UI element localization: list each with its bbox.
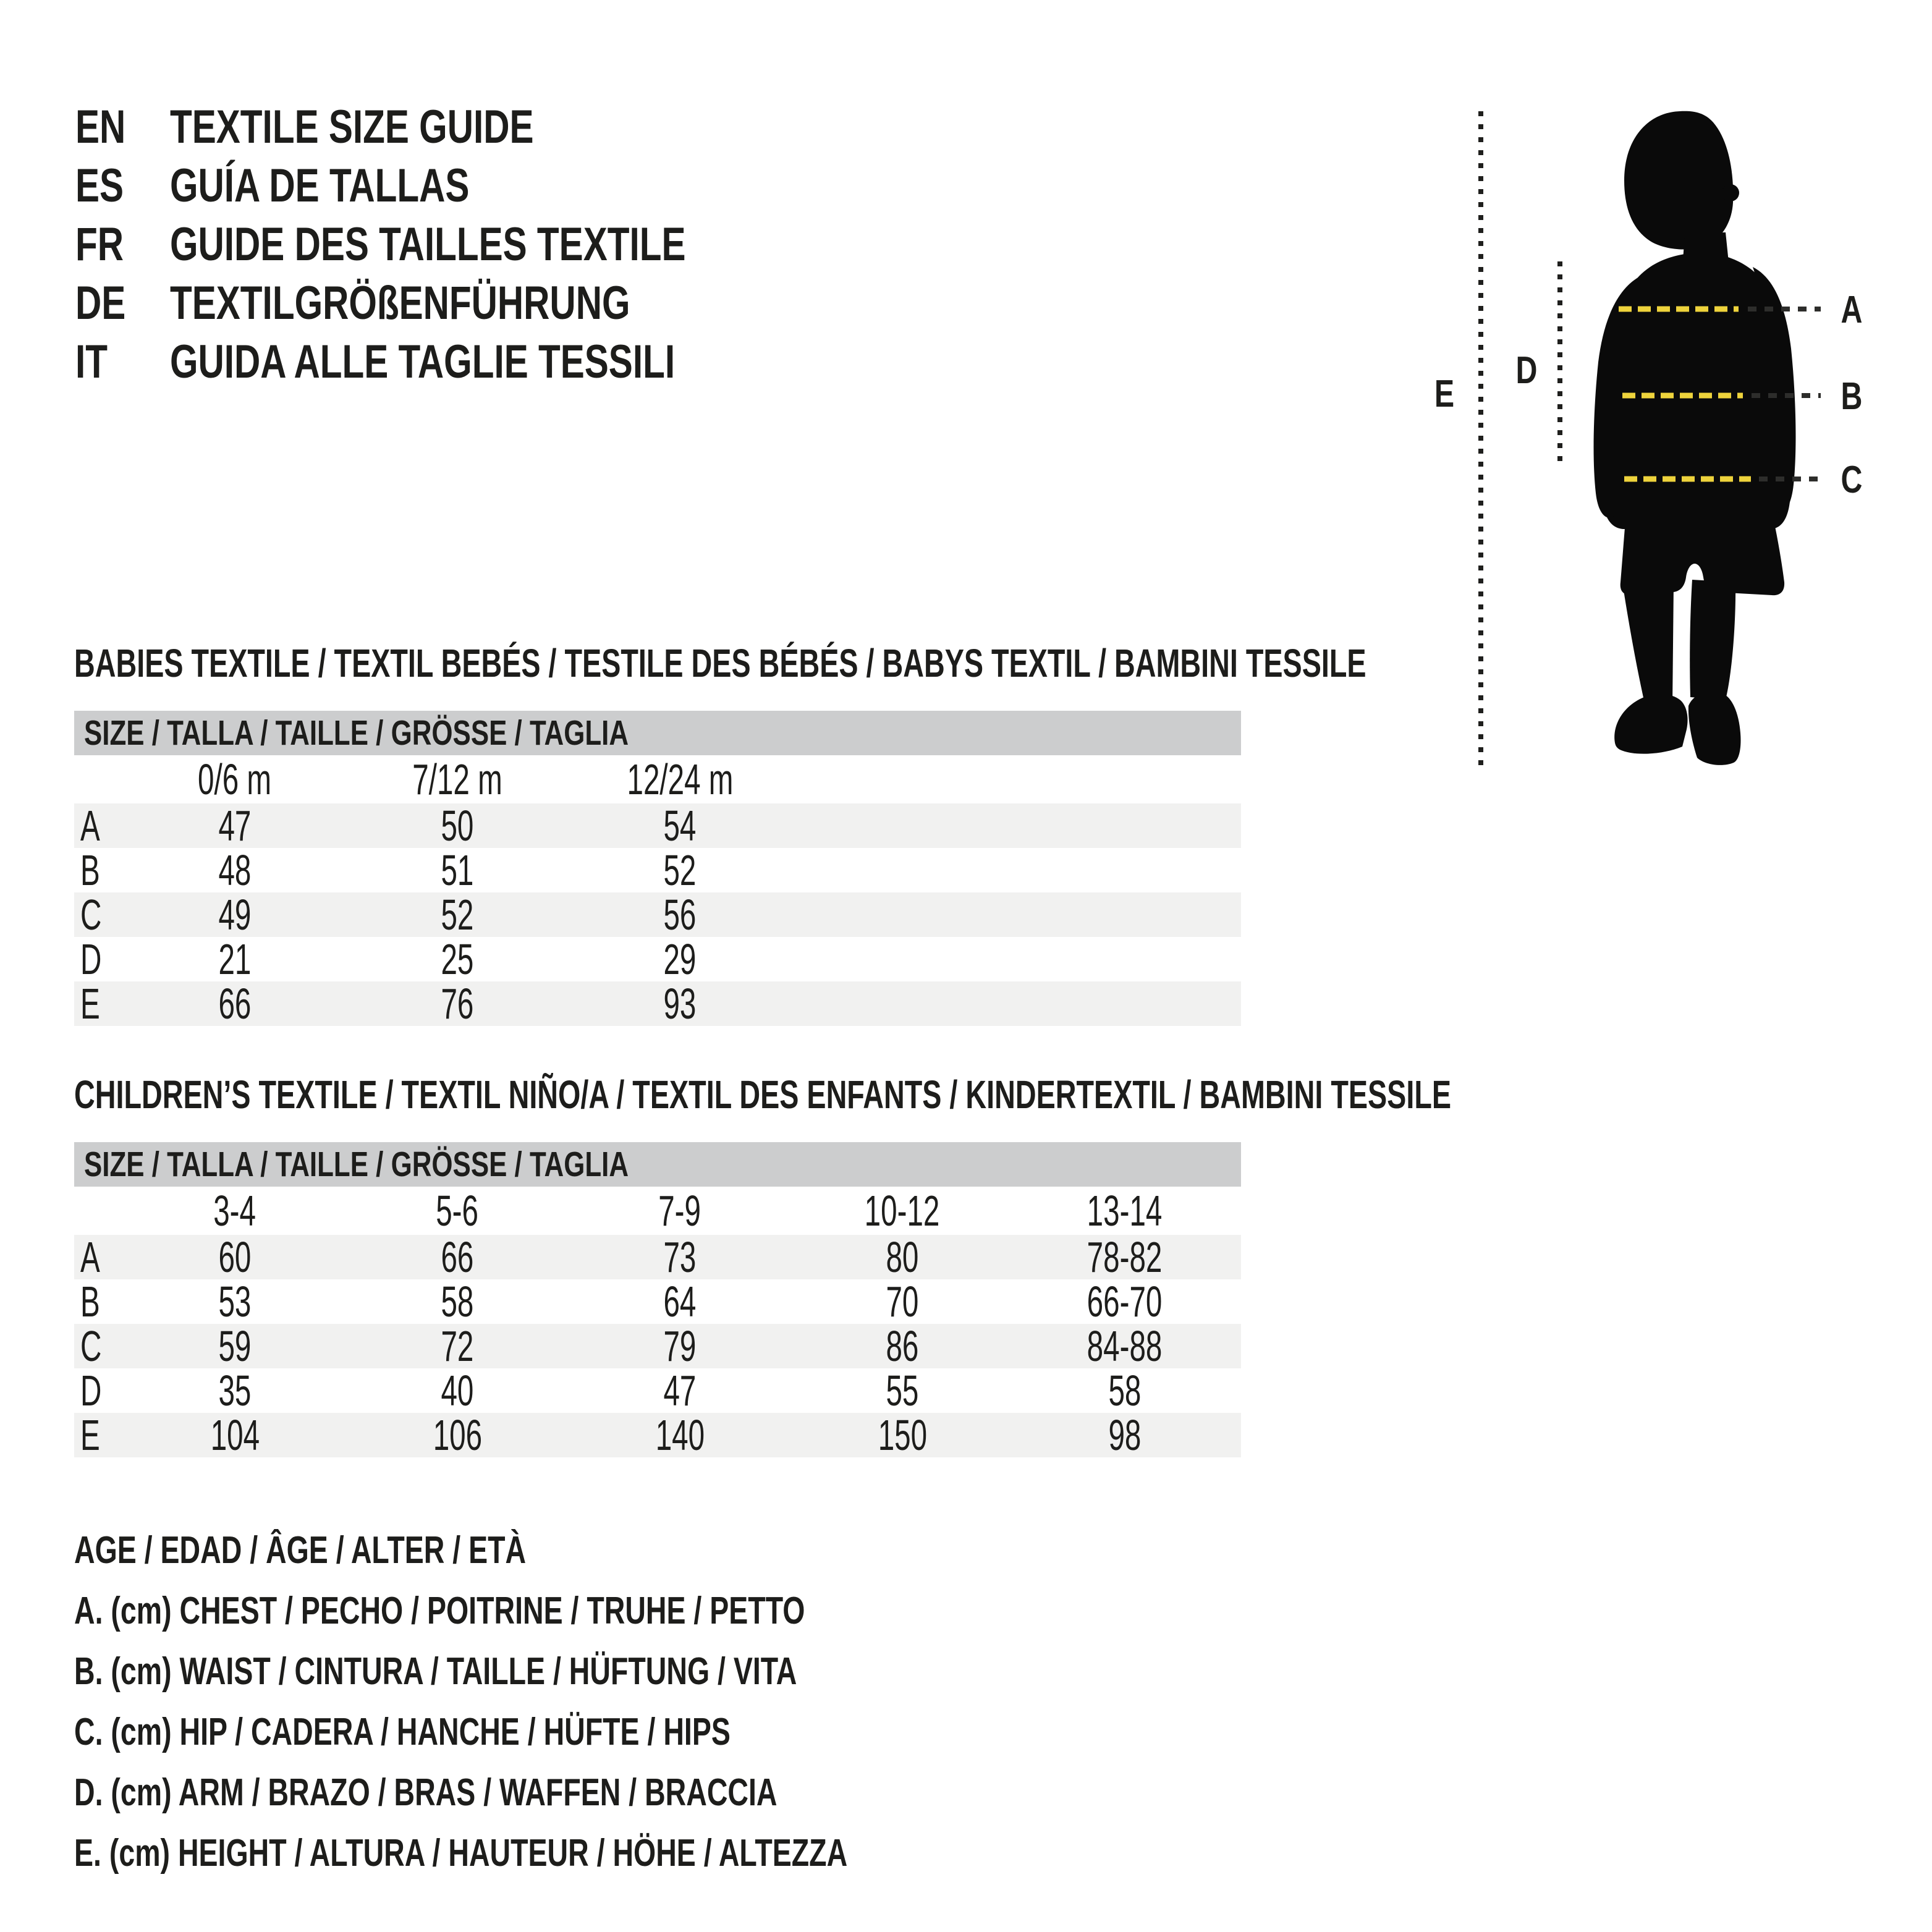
language-title: TEXTILGRÖßENFÜHRUNG [170, 277, 630, 329]
cell-value: 70 [886, 1277, 919, 1326]
children-column-header-row [74, 1187, 1241, 1235]
cell-value: 54 [663, 802, 697, 850]
legend-text: C. (cm) HIP / CADERA / HANCHE / HÜFTE / HIPS [74, 1710, 731, 1753]
legend-row-arm [74, 1762, 1105, 1823]
cell-value: 40 [441, 1366, 474, 1415]
table-row-c [74, 892, 1241, 937]
cell-value: 86 [886, 1322, 919, 1370]
cell-value: 150 [878, 1411, 927, 1459]
babies-size-header-bar [74, 711, 1241, 755]
measurement-legend [74, 1520, 1105, 1883]
table-row-e [74, 981, 1241, 1026]
size-header-label: SIZE / TALLA / TAILLE / GRÖSSE / TAGLIA [84, 713, 629, 753]
language-row-es [75, 156, 840, 215]
legend-row-hip [74, 1701, 1105, 1762]
language-title: TEXTILE SIZE GUIDE [170, 101, 534, 153]
cell-value: 58 [441, 1277, 474, 1326]
legend-text: AGE / EDAD / ÂGE / ALTER / ETÀ [74, 1528, 527, 1572]
row-label: B [80, 846, 100, 894]
language-row-fr [75, 215, 840, 274]
row-label: C [80, 1322, 102, 1370]
column-header: 10-12 [865, 1187, 940, 1235]
measure-label-a: A [1841, 288, 1863, 331]
table-row-a [74, 1235, 1241, 1279]
column-header: 7-9 [658, 1187, 701, 1235]
language-row-it [75, 333, 840, 391]
language-title: GUIDA ALLE TAGLIE TESSILI [170, 336, 676, 388]
column-header: 0/6 m [198, 755, 272, 803]
cell-value: 66-70 [1087, 1277, 1163, 1326]
column-header: 3-4 [213, 1187, 256, 1235]
cell-value: 140 [655, 1411, 705, 1459]
size-header-label: SIZE / TALLA / TAILLE / GRÖSSE / TAGLIA [84, 1145, 629, 1184]
measure-label-b: B [1841, 375, 1863, 418]
cell-value: 79 [663, 1322, 697, 1370]
table-row-b [74, 1279, 1241, 1324]
cell-value: 52 [663, 846, 697, 894]
children-section-title [74, 1074, 1932, 1115]
language-row-en [75, 98, 840, 156]
legend-text: E. (cm) HEIGHT / ALTURA / HAUTEUR / HÖHE / ALTEZZA [74, 1831, 848, 1875]
cell-value: 47 [663, 1366, 697, 1415]
legend-text: A. (cm) CHEST / PECHO / POITRINE / TRUHE / PETTO [74, 1589, 805, 1632]
row-label: D [80, 1366, 102, 1415]
measure-label-c: C [1841, 458, 1863, 501]
row-label: D [80, 935, 102, 983]
children-section-title-text: CHILDREN’S TEXTILE / TEXTIL NIÑO/A / TEXTIL DES ENFANTS / KINDERTEXTIL / BAMBINI TESSILE [74, 1072, 1452, 1117]
cell-value: 73 [663, 1233, 697, 1281]
cell-value: 66 [441, 1233, 474, 1281]
legend-row-age [74, 1520, 1105, 1580]
legend-text: B. (cm) WAIST / CINTURA / TAILLE / HÜFTUNG / VITA [74, 1650, 797, 1693]
row-label: E [80, 980, 100, 1028]
table-row-c [74, 1324, 1241, 1368]
language-code: FR [75, 218, 124, 271]
cell-value: 58 [1108, 1366, 1142, 1415]
measure-label-e: E [1434, 372, 1455, 415]
cell-value: 78-82 [1087, 1233, 1163, 1281]
cell-value: 35 [218, 1366, 252, 1415]
cell-value: 48 [218, 846, 252, 894]
column-header: 5-6 [436, 1187, 479, 1235]
cell-value: 59 [218, 1322, 252, 1370]
cell-value: 29 [663, 935, 697, 983]
cell-value: 53 [218, 1277, 252, 1326]
language-code: EN [75, 101, 126, 153]
children-size-header-bar [74, 1142, 1241, 1187]
language-code: DE [75, 277, 126, 329]
table-row-b [74, 848, 1241, 892]
cell-value: 104 [210, 1411, 260, 1459]
cell-value: 93 [663, 980, 697, 1028]
table-row-d [74, 1368, 1241, 1413]
cell-value: 50 [441, 802, 474, 850]
cell-value: 76 [441, 980, 474, 1028]
babies-column-header-row [74, 755, 1241, 803]
cell-value: 56 [663, 891, 697, 939]
cell-value: 84-88 [1087, 1322, 1163, 1370]
language-row-de [75, 274, 840, 333]
cell-value: 21 [218, 935, 252, 983]
column-header: 12/24 m [627, 755, 733, 803]
table-row-e [74, 1413, 1241, 1457]
column-header: 7/12 m [412, 755, 502, 803]
cell-value: 52 [441, 891, 474, 939]
legend-row-waist [74, 1641, 1105, 1701]
legend-text: D. (cm) ARM / BRAZO / BRAS / WAFFEN / BRACCIA [74, 1771, 777, 1814]
language-title: GUIDE DES TAILLES TEXTILE [170, 218, 686, 271]
table-row-d [74, 937, 1241, 981]
cell-value: 49 [218, 891, 252, 939]
babies-section-title [74, 643, 1844, 684]
children-size-table [74, 1142, 1241, 1457]
row-label: E [80, 1411, 100, 1459]
row-label: B [80, 1277, 100, 1326]
babies-size-table [74, 711, 1241, 1026]
measure-label-d: D [1515, 349, 1538, 392]
cell-value: 80 [886, 1233, 919, 1281]
language-list [75, 98, 840, 391]
cell-value: 47 [218, 802, 252, 850]
cell-value: 66 [218, 980, 252, 1028]
cell-value: 72 [441, 1322, 474, 1370]
cell-value: 60 [218, 1233, 252, 1281]
cell-value: 25 [441, 935, 474, 983]
babies-section-title-text: BABIES TEXTILE / TEXTIL BEBÉS / TESTILE DES BÉBÉS / BABYS TEXTIL / BAMBINI TESSILE [74, 641, 1366, 685]
language-code: ES [75, 159, 124, 212]
row-label: A [80, 802, 100, 850]
table-row-a [74, 803, 1241, 848]
cell-value: 106 [433, 1411, 482, 1459]
measurement-figure [1409, 49, 1932, 822]
language-title: GUÍA DE TALLAS [170, 159, 470, 212]
language-code: IT [75, 336, 108, 388]
cell-value: 98 [1108, 1411, 1142, 1459]
cell-value: 55 [886, 1366, 919, 1415]
cell-value: 64 [663, 1277, 697, 1326]
row-label: A [80, 1233, 100, 1281]
legend-row-height [74, 1823, 1105, 1883]
legend-row-chest [74, 1580, 1105, 1641]
cell-value: 51 [441, 846, 474, 894]
column-header: 13-14 [1087, 1187, 1163, 1235]
row-label: C [80, 891, 102, 939]
